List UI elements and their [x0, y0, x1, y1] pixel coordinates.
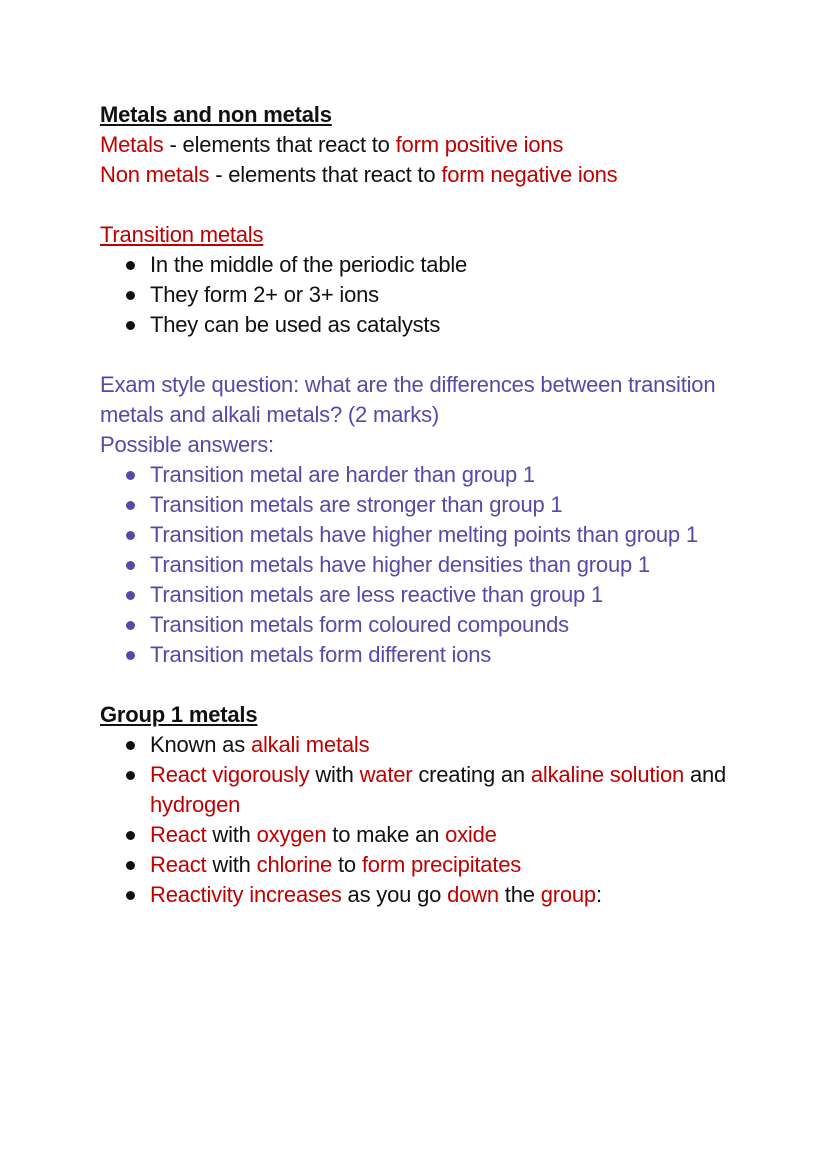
list-item: In the middle of the periodic table [150, 250, 760, 280]
text-segment: water [359, 762, 413, 787]
text-segment: React vigorously [150, 762, 310, 787]
spacer [100, 340, 760, 370]
notes-body [100, 100, 760, 910]
section-title-transition-metals: Transition metals [100, 222, 264, 247]
text-segment: group [540, 882, 596, 907]
exam-question: Exam style question: what are the differences between transition metals and alkali metals? (2 marks) [100, 372, 716, 427]
list-item: Transition metal are harder than group 1 [150, 460, 760, 490]
list-item [150, 850, 760, 880]
list-item: Transition metals form different ions [150, 640, 760, 670]
text-segment: form negative ions [441, 162, 618, 187]
text-segment: oxide [445, 822, 497, 847]
text-segment: Metals [100, 132, 164, 157]
text-segment: form positive ions [395, 132, 564, 157]
line-non-metals [100, 160, 760, 190]
text-segment: as you go [341, 882, 448, 907]
group-1-metals-list [100, 730, 760, 910]
section-title-metals-non-metals: Metals and non metals [100, 102, 332, 127]
possible-answers-list [100, 460, 760, 670]
text-segment: - elements that react to [209, 162, 442, 187]
section-title-group-1-metals: Group 1 metals [100, 702, 258, 727]
text-segment: oxygen [256, 822, 327, 847]
text-segment: the [498, 882, 541, 907]
spacer [100, 670, 760, 700]
text-segment: - elements that react to [163, 132, 396, 157]
text-segment: alkali metals [250, 732, 370, 757]
text-segment: Non metals [100, 162, 210, 187]
list-item [150, 760, 760, 820]
text-segment: with [309, 762, 360, 787]
text-segment: React [150, 852, 207, 877]
list-item: Transition metals are less reactive than group 1 [150, 580, 760, 610]
text-segment: alkaline solution [530, 762, 685, 787]
text-segment: and [684, 762, 727, 787]
list-item [150, 820, 760, 850]
text-segment: Reactivity increases [150, 882, 342, 907]
text-segment: form precipitates [361, 852, 522, 877]
list-item: Transition metals form coloured compounds [150, 610, 760, 640]
text-segment: React [150, 822, 207, 847]
text-segment: hydrogen [150, 792, 241, 817]
text-segment: down [447, 882, 499, 907]
list-item: Transition metals have higher melting points than group 1 [150, 520, 760, 550]
line-metals [100, 130, 760, 160]
text-segment: with [206, 822, 257, 847]
list-item [150, 730, 760, 760]
list-item: They can be used as catalysts [150, 310, 760, 340]
list-item: Transition metals have higher densities than group 1 [150, 550, 760, 580]
list-item: They form 2+ or 3+ ions [150, 280, 760, 310]
possible-answers-label: Possible answers: [100, 432, 274, 457]
list-item [150, 880, 760, 910]
text-segment: chlorine [256, 852, 333, 877]
text-segment: Known as [150, 732, 251, 757]
text-segment: with [206, 852, 257, 877]
text-segment: to make an [326, 822, 446, 847]
text-segment: : [595, 882, 602, 907]
text-segment: to [332, 852, 362, 877]
spacer [100, 190, 760, 220]
text-segment: creating an [412, 762, 531, 787]
list-item: Transition metals are stronger than group 1 [150, 490, 760, 520]
transition-metals-list [100, 250, 760, 340]
